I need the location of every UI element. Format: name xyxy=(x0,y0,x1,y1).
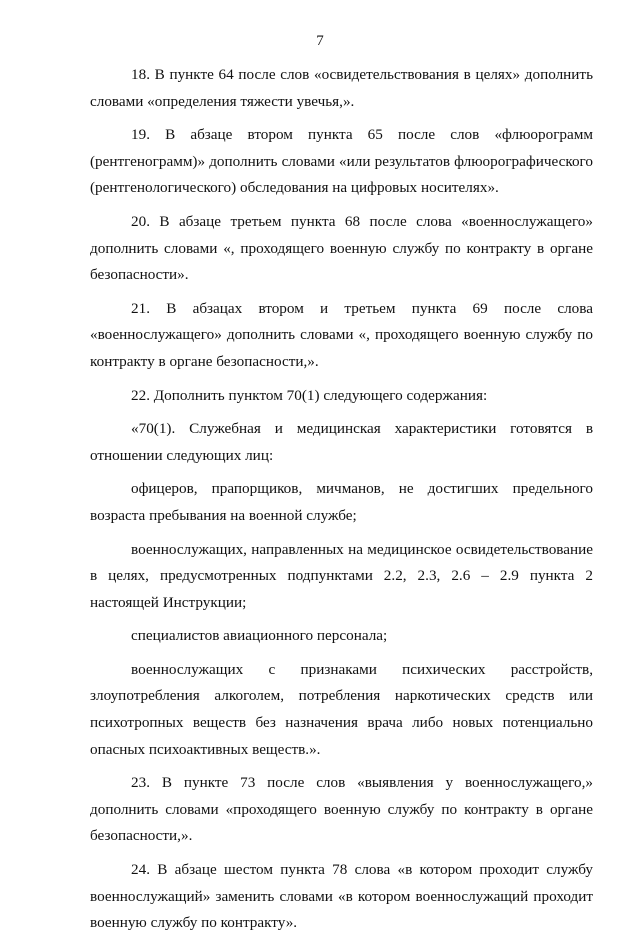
document-body xyxy=(90,62,593,937)
paragraph-20: 20. В абзаце третьем пункта 68 после слова «военнослужащего» дополнить словами «, проходящего военную службу по контракту в органе безопасности». xyxy=(90,212,593,284)
list-item-mental-disorders: военнослужащих с признаками психических расстройств, злоупотребления алкоголем, потребления наркотических средств или психотропных веществ без назначения врача либо новых потенциально опасных психоактивных веществ.». xyxy=(90,660,593,758)
list-item-aviation-personnel: специалистов авиационного персонала; xyxy=(131,627,388,645)
paragraph-23: 23. В пункте 73 после слов «выявления у военнослужащего,» дополнить словами «проходящего военную службу по контракту в органе безопасности,». xyxy=(90,774,593,845)
list-item-officers: офицеров, прапорщиков, мичманов, не достигших предельного возраста пребывания на военной службе; xyxy=(90,480,593,524)
paragraph-24: 24. В абзаце шестом пункта 78 слова «в котором проходит службу военнослужащий» заменить словами «в котором военнослужащий проходит военную службу по контракту». xyxy=(90,861,593,932)
list-item-servicemen-examination: военнослужащих, направленных на медицинское освидетельствование в целях, предусмотренных подпунктами 2.2, 2.3, 2.6 – 2.9 пункта 2 настоящей Инструкции; xyxy=(90,540,593,611)
page-number: 7 xyxy=(316,33,324,49)
paragraph-19: 19. В абзаце втором пункта 65 после слов «флюорограмм (рентгенограмм)» дополнить словами «или результатов флюорографического (рентгенологического) обследования на цифровых носителях». xyxy=(90,126,593,197)
paragraph-22: 22. Дополнить пунктом 70(1) следующего содержания: xyxy=(131,386,488,404)
paragraph-21: 21. В абзацах втором и третьем пункта 69 после слова «военнослужащего» дополнить словами «, проходящего военную службу по контракту в органе безопасности,». xyxy=(90,299,593,370)
paragraph-70-1: «70(1). Служебная и медицинская характеристики готовятся в отношении следующих лиц: xyxy=(90,420,593,464)
paragraph-18: 18. В пункте 64 после слов «освидетельствования в целях» дополнить словами «определения тяжести увечья,». xyxy=(90,66,593,110)
